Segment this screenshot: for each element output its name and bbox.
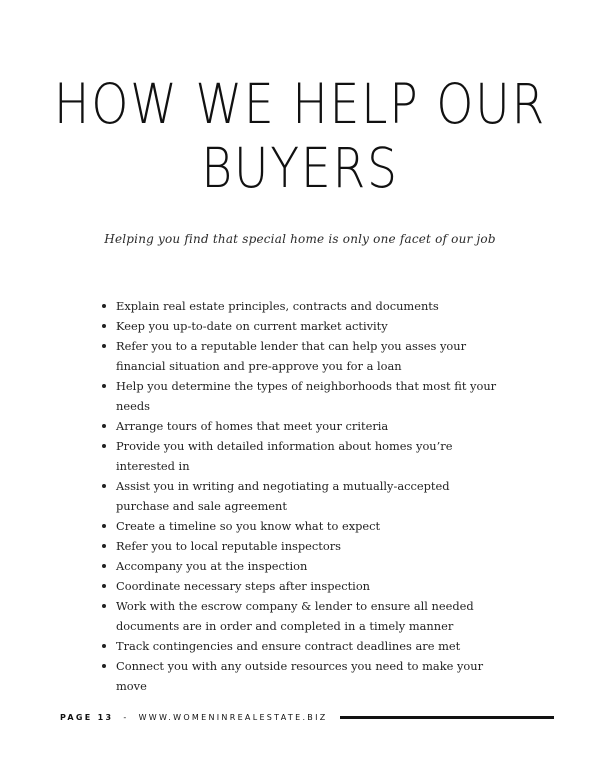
service-item: Work with the escrow company & lender to ensure all needed documents are in order and completed in a timely manner [98,596,498,636]
page-title-line-2: BUYERS [201,136,399,200]
service-item: Coordinate necessary steps after inspection [98,576,498,596]
page-title-line-1: HOW WE HELP OUR [53,72,547,136]
services-list [98,296,498,696]
service-item: Keep you up-to-date on current market activity [98,316,498,336]
service-item: Explain real estate principles, contracts and documents [98,296,498,316]
website-link[interactable]: WWW.WOMENINREALESTATE.BIZ [138,712,328,722]
service-item: Provide you with detailed information about homes you’re interested in [98,436,498,476]
service-item: Help you determine the types of neighborhoods that most fit your needs [98,376,498,416]
service-item: Refer you to a reputable lender that can help you asses your financial situation and pre-approve you for a loan [98,336,498,376]
page-number: PAGE 13 [60,712,114,722]
service-item: Accompany you at the inspection [98,556,498,576]
footer-separator: - [123,712,129,722]
page-title [42,72,558,200]
service-item: Refer you to local reputable inspectors [98,536,498,556]
service-item: Connect you with any outside resources you need to make your move [98,656,498,696]
service-item: Create a timeline so you know what to expect [98,516,498,536]
service-item: Assist you in writing and negotiating a mutually-accepted purchase and sale agreement [98,476,498,516]
page-subtitle: Helping you find that special home is only one facet of our job [104,232,496,246]
service-item: Track contingencies and ensure contract deadlines are met [98,636,498,656]
page-footer [60,709,554,725]
footer-rule [340,716,554,719]
service-item: Arrange tours of homes that meet your criteria [98,416,498,436]
